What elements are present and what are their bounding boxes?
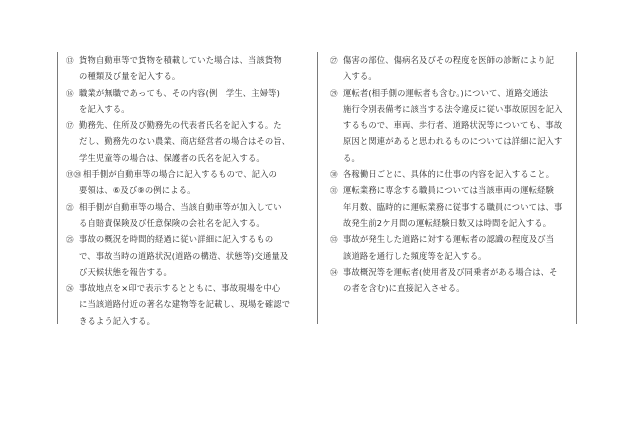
instruction-item — [66, 166, 308, 199]
item-first-line — [66, 199, 308, 215]
item-number: ㉚ — [330, 170, 338, 180]
item-number: ㉞ — [330, 267, 338, 277]
item-first-line — [66, 117, 308, 133]
item-text-line: 勤務先、住所及び勤務先の代表者氏名を記入する。た — [79, 120, 282, 131]
item-first-line — [66, 231, 308, 247]
item-first-line — [330, 231, 570, 247]
item-text-line: 施行令別表備考に該当する法令違反に従い事故原因を記入 — [343, 103, 563, 114]
left-margin-rule — [57, 52, 58, 324]
item-number: ㉑ — [66, 202, 74, 212]
item-text-line: 運転者(相手側の運転者も含む。)について、道路交通法 — [343, 87, 549, 98]
item-number: ⑲⑳ — [66, 170, 82, 180]
item-text-line: で、事故当時の道路状況(道路の構造、状態等)交通量及 — [79, 250, 289, 261]
instruction-item — [330, 182, 570, 231]
left-column — [66, 52, 308, 329]
item-number: ⑬ — [66, 56, 74, 65]
instruction-item — [66, 231, 308, 280]
item-text-line: 事故地点を×印で表示するとともに、事故現場を中心 — [79, 283, 281, 294]
item-first-line — [66, 166, 308, 182]
item-first-line — [330, 166, 570, 182]
item-text-line: る自賠責保険及び任意保険の会社名を記入する。 — [79, 217, 265, 228]
instruction-item — [66, 117, 308, 166]
item-text-line: に当該道路付近の著名な建物等を記載し、現場を確認で — [79, 299, 291, 310]
right-margin-rule — [576, 52, 577, 324]
item-text-line: 傷害の部位、傷病名及びその程度を医師の診断により記 — [343, 55, 555, 65]
item-text-line: る。 — [343, 152, 360, 163]
item-first-line — [330, 85, 570, 101]
item-number: ㉛ — [330, 186, 338, 196]
item-text-line: 事故の概況を時間的経過に従い詳細に記入するもの — [79, 234, 274, 245]
item-first-line — [330, 52, 570, 68]
item-first-line — [66, 280, 308, 296]
instruction-item — [330, 52, 570, 85]
item-number: ⑯ — [66, 88, 74, 98]
item-text-line: 年月数、臨時的に運転業務に従事する職員については、事 — [343, 201, 563, 212]
item-text-line: だし、勤務先のない農業、商店経営者の場合はその旨、 — [79, 136, 291, 147]
item-text-line: 該道路を通行した頻度等を記入する。 — [343, 250, 487, 261]
instruction-item — [66, 199, 308, 232]
item-text-line: 事故概況等を運転者(使用者及び同乗者がある場合は、そ — [343, 266, 558, 277]
instruction-item — [66, 52, 308, 85]
item-text-line: 職業が無職であっても、その内容(例 学生、主婦等) — [79, 87, 280, 98]
item-text-line: 故発生前2ケ月間の運転経験日数又は時間を記入する。 — [343, 217, 552, 228]
item-first-line — [66, 85, 308, 101]
item-number: ㉙ — [330, 88, 338, 98]
item-text-line: 相手側が自動車等の場合、当該自動車等が加入してい — [79, 201, 282, 212]
item-text-line: 相手側が自動車等の場合に記入するもので、記入の — [83, 169, 278, 180]
item-text-line: 入する。 — [343, 71, 377, 82]
item-first-line — [66, 52, 308, 68]
item-number: ㉗ — [330, 56, 338, 65]
item-text-line: 原因と関連があると思われるものについては詳細に記入す — [343, 136, 563, 147]
item-text-line: 各稼働日ごとに、具体的に仕事の内容を記入すること。 — [343, 169, 555, 180]
item-text-line: 貨物自動車等で貨物を積載していた場合は、当該貨物 — [79, 55, 282, 65]
item-first-line — [330, 182, 570, 198]
center-divider-rule — [317, 52, 318, 324]
instruction-item — [66, 280, 308, 329]
item-text-line: を記入する。 — [79, 103, 130, 114]
item-text-line: 学生児童等の場合は、保護者の氏名を記入する。 — [79, 152, 265, 163]
item-number: ㉝ — [330, 235, 338, 245]
instruction-item — [330, 85, 570, 166]
item-number: ㉖ — [66, 284, 74, 294]
item-text-line: 運転業務に専念する職員については当該車両の運転経験 — [343, 185, 555, 196]
item-text-line: するもので、車両、歩行者、道路状況等についても、事故 — [343, 120, 563, 131]
item-number: ⑰ — [66, 121, 74, 131]
instruction-item — [66, 85, 308, 118]
item-first-line — [330, 264, 570, 280]
item-text-line: の者を含む)に直接記入させる。 — [343, 283, 465, 294]
right-column — [330, 52, 570, 296]
instruction-item — [330, 166, 570, 182]
item-text-line: きるよう記入する。 — [79, 315, 156, 326]
item-number: ㉕ — [66, 235, 74, 245]
instruction-item — [330, 231, 570, 264]
item-text-line: 要領は、⑥及び⑨の例による。 — [79, 185, 196, 196]
item-text-line: 事故が発生した道路に対する運転者の認識の程度及び当 — [343, 234, 555, 245]
item-text-line: の種類及び量を記入する。 — [79, 71, 181, 82]
instruction-item — [330, 264, 570, 297]
item-text-line: び天候状態を報告する。 — [79, 266, 172, 277]
